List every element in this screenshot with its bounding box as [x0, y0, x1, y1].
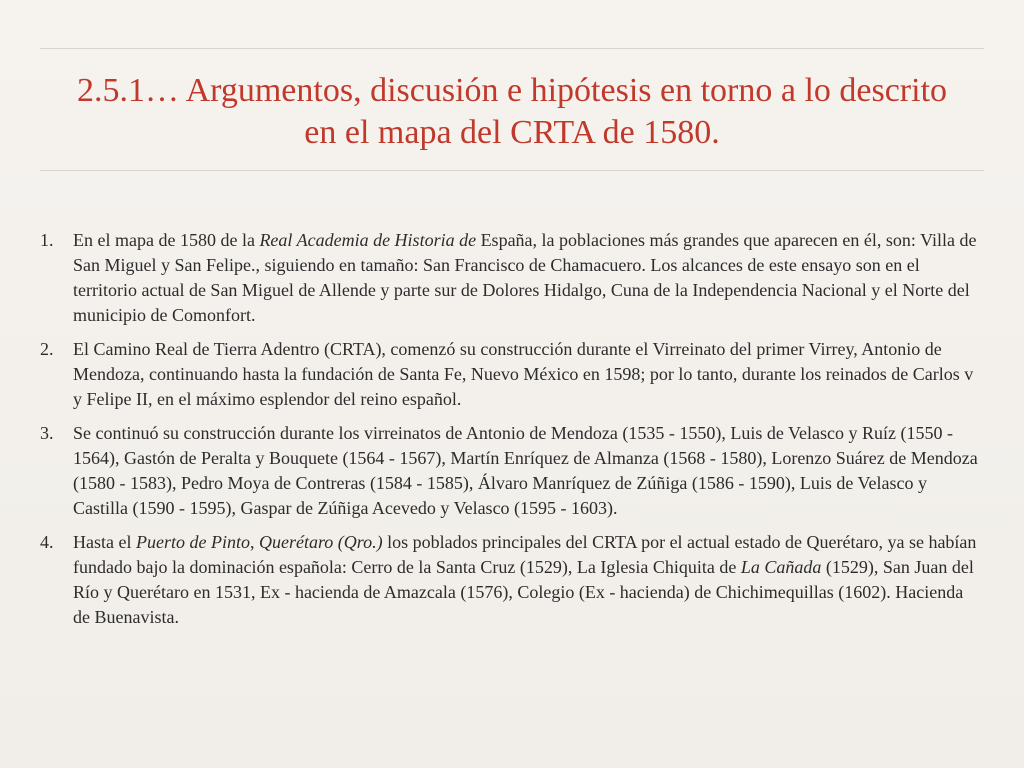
italic-run: Puerto de Pinto: [135, 532, 250, 552]
item-number: 4.: [40, 532, 54, 552]
italic-run: Querétaro (Qro.): [258, 532, 383, 552]
text-run: En el mapa de 1580 de la: [73, 230, 260, 250]
item-number: 2.: [40, 339, 54, 359]
numbered-list: [40, 228, 980, 639]
bottom-divider: [40, 170, 984, 171]
text-run: ,: [249, 532, 259, 552]
item-text: [73, 230, 976, 325]
list-item-1: [40, 228, 980, 328]
item-number: 1.: [40, 230, 54, 250]
italic-run: La Cañada: [740, 557, 822, 577]
item-text: [73, 339, 973, 409]
item-text: [73, 423, 978, 518]
item-text: [73, 532, 976, 627]
text-run: los poblados principales del CRTA por el actual estado de Querétaro, ya se habían fundado bajo la dominación española: Cerro de la Santa Cruz (1529), La Iglesia Chiquita de: [73, 532, 977, 577]
list-item-3: [40, 421, 980, 521]
list-item-2: [40, 337, 980, 412]
item-number: 3.: [40, 423, 54, 443]
text-run: Hasta el: [73, 532, 136, 552]
slide-title: [40, 70, 984, 154]
italic-run: Real Academia de Historia de: [259, 230, 477, 250]
title-line-1: 2.5.1… Argumentos, discusión e hipótesis en torno a lo descrito: [76, 72, 948, 109]
text-run: (1529), San Juan del Río y Querétaro en 1531, Ex - hacienda de Amazcala (1576), Colegio (Ex - hacienda) de Chichimequillas (1602). Hacienda de Buenavista.: [73, 557, 974, 627]
text-run: Se continuó su construcción durante los virreinatos de Antonio de Mendoza (1535 - 1550), Luis de Velasco y Ruíz (1550 - 1564), Gastón de Peralta y Bouquete (1564 - 1567), Martín Enríquez de Almanza (1568 - 1580), Lorenzo Suárez de Mendoza (1580 - 1583), Pedro Moya de Contreras (1584 - 1585), Álvaro Manríquez de Zúñiga (1586 - 1590), Luis de Velasco y Castilla (1590 - 1595), Gaspar de Zúñiga Acevedo y Velasco (1595 - 1603).: [73, 423, 978, 518]
text-run: España, la poblaciones más grandes que aparecen en él, son: Villa de San Miguel y San Felipe., siguiendo en tamaño: San Francisco de Chamacuero. Los alcances de este ensayo son en el territorio actual de San Miguel de Allende y parte sur de Dolores Hidalgo, Cuna de la Independencia Nacional y el Norte del municipio de Comonfort.: [73, 230, 977, 325]
title-line-2: en el mapa del CRTA de 1580.: [304, 114, 720, 151]
list-item-4: [40, 530, 980, 630]
top-divider: [40, 48, 984, 49]
text-run: El Camino Real de Tierra Adentro (CRTA), comenzó su construcción durante el Virreinato del primer Virrey, Antonio de Mendoza, continuando hasta la fundación de Santa Fe, Nuevo México en 1598; por lo tanto, durante los reinados de Carlos v y Felipe II, en el máximo esplendor del reino español.: [73, 339, 974, 409]
